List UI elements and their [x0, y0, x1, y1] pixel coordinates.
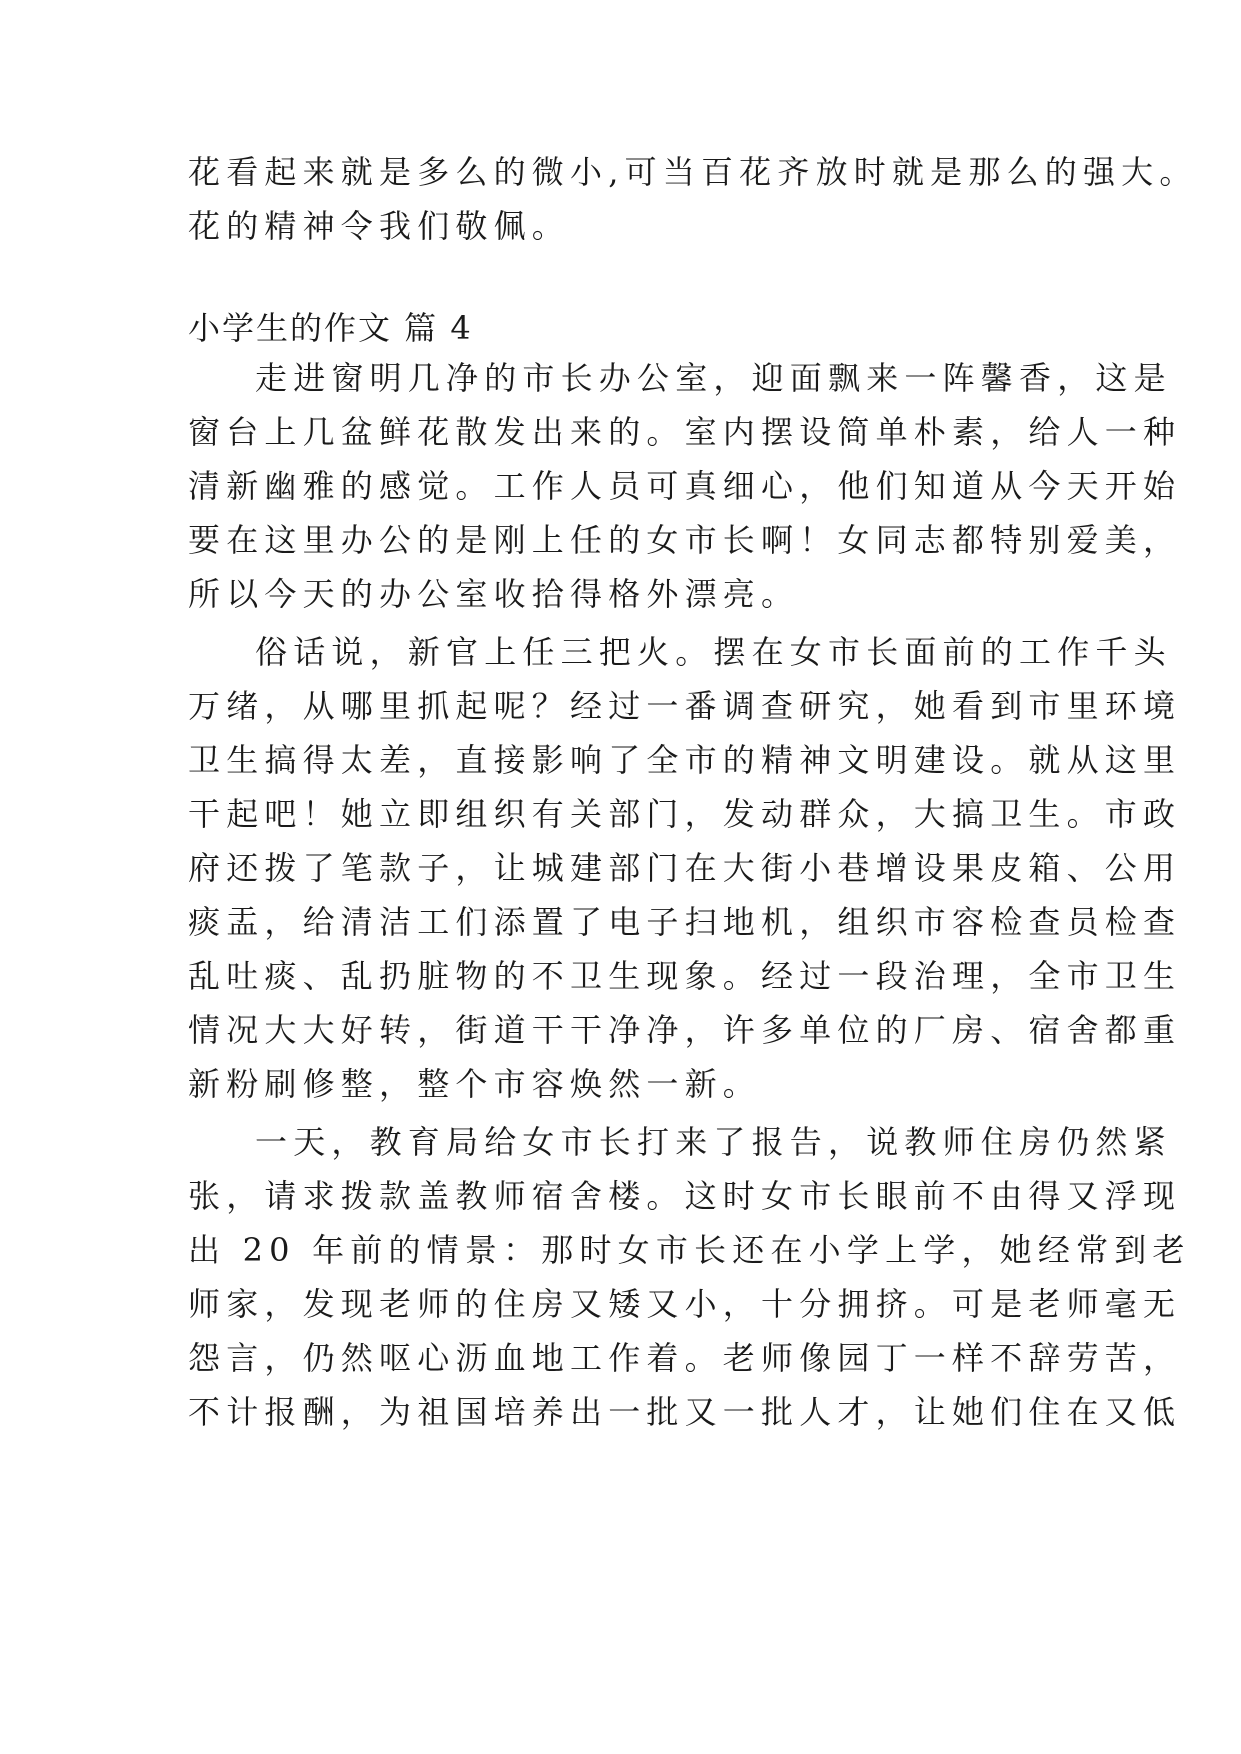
- paragraph-line: 张，请求拨款盖教师宿舍楼。这时女市长眼前不由得又浮现: [188, 1177, 1182, 1215]
- paragraph-line: 府还拨了笔款子，让城建部门在大街小巷增设果皮箱、公用: [188, 849, 1182, 887]
- paragraph-line: 干起吧！她立即组织有关部门，发动群众，大搞卫生。市政: [188, 795, 1182, 833]
- paragraph-line: 万绪，从哪里抓起呢？经过一番调查研究，她看到市里环境: [188, 687, 1182, 725]
- paragraph-line: 出 20 年前的情景：那时女市长还在小学上学，她经常到老: [188, 1231, 1191, 1269]
- paragraph-line: 所以今天的办公室收拾得格外漂亮。: [188, 575, 800, 613]
- paragraph-line: 新粉刷修整，整个市容焕然一新。: [188, 1065, 762, 1103]
- intro-line: 花的精神令我们敬佩。: [188, 207, 571, 245]
- paragraph-line: 卫生搞得太差，直接影响了全市的精神文明建设。就从这里: [188, 741, 1182, 779]
- intro-line: 花看起来就是多么的微小,可当百花齐放时就是那么的强大。: [188, 153, 1198, 191]
- paragraph-line: 情况大大好转，街道干干净净，许多单位的厂房、宿舍都重: [188, 1011, 1182, 1049]
- paragraph-line: 俗话说，新官上任三把火。摆在女市长面前的工作千头: [255, 633, 1172, 671]
- paragraph-line: 乱吐痰、乱扔脏物的不卫生现象。经过一段治理，全市卫生: [188, 957, 1182, 995]
- paragraph-line: 一天，教育局给女市长打来了报告，说教师住房仍然紧: [255, 1123, 1172, 1161]
- paragraph-line: 不计报酬，为祖国培养出一批又一批人才，让她们住在又低: [188, 1393, 1182, 1431]
- paragraph-line: 怨言，仍然呕心沥血地工作着。老师像园丁一样不辞劳苦，: [188, 1339, 1182, 1377]
- paragraph-line: 清新幽雅的感觉。工作人员可真细心，他们知道从今天开始: [188, 467, 1182, 505]
- paragraph-line: 走进窗明几净的市长办公室，迎面飘来一阵馨香，这是: [255, 359, 1172, 397]
- paragraph-line: 痰盂，给清洁工们添置了电子扫地机，组织市容检查员检查: [188, 903, 1182, 941]
- paragraph-line: 要在这里办公的是刚上任的女市长啊！女同志都特别爱美，: [188, 521, 1182, 559]
- paragraph-line: 窗台上几盆鲜花散发出来的。室内摆设简单朴素，给人一种: [188, 413, 1182, 451]
- paragraph-line: 师家，发现老师的住房又矮又小，十分拥挤。可是老师毫无: [188, 1285, 1182, 1323]
- section-title: 小学生的作文 篇 4: [188, 309, 473, 347]
